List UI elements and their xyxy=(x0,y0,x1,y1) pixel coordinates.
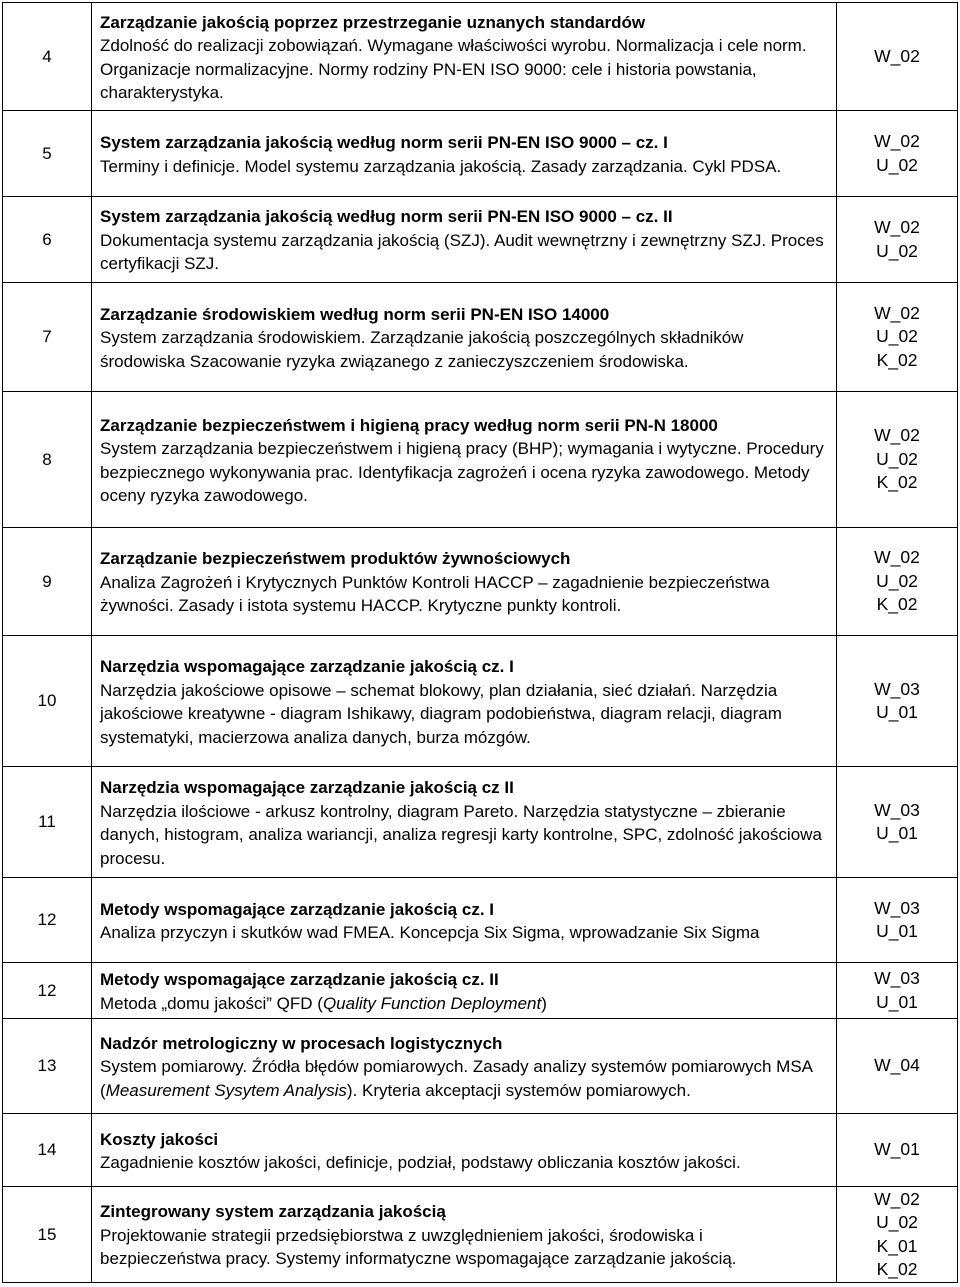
description-text: System pomiarowy. Źródła błędów pomiarowych. Zasady analizy systemów pomiarowych MSA ( xyxy=(100,1057,813,1100)
learning-outcomes xyxy=(837,283,958,392)
learning-outcomes xyxy=(837,3,958,111)
lecture-content xyxy=(92,111,837,197)
lecture-topic: Zarządzanie środowiskiem według norm serii PN-EN ISO 14000 xyxy=(100,304,610,324)
lecture-topic: Nadzór metrologiczny w procesach logistycznych xyxy=(100,1033,503,1053)
outcome-code: W_04 xyxy=(874,1055,920,1076)
outcome-code: W_02 xyxy=(874,131,920,151)
table-row xyxy=(3,878,958,963)
table-row xyxy=(3,197,958,283)
lecture-content xyxy=(92,197,837,283)
lecture-number: 6 xyxy=(3,197,92,283)
table-row xyxy=(3,283,958,392)
outcome-code: U_01 xyxy=(876,702,918,722)
outcome-code: K_02 xyxy=(876,349,918,370)
outcome-code: U_01 xyxy=(876,991,918,1012)
lecture-topic: Metody wspomagające zarządzanie jakością cz. I xyxy=(100,899,494,919)
outcome-code: U_02 xyxy=(876,1212,918,1232)
lecture-number: 11 xyxy=(3,767,92,878)
lecture-description xyxy=(100,992,828,1016)
lecture-number: 8 xyxy=(3,392,92,528)
outcome-code: U_02 xyxy=(876,326,918,347)
lecture-content xyxy=(92,283,837,392)
lecture-topic: Zarządzanie jakością poprzez przestrzeganie uznanych standardów xyxy=(100,12,646,32)
lecture-number: 4 xyxy=(3,3,92,111)
outcome-code: U_02 xyxy=(876,448,918,469)
lecture-description: Zdolność do realizacji zobowiązań. Wymagane właściwości wyrobu. Normalizacja i cele norm. Organizacje normalizacyjne. Normy rodziny PN-EN ISO 9000: cele i historia powstania, charakterystyka. xyxy=(100,36,807,102)
learning-outcomes xyxy=(837,1019,958,1114)
lecture-content xyxy=(92,1187,837,1283)
description-text: ). Kryteria akceptacji systemów pomiarowych. xyxy=(346,1080,691,1100)
outcome-code: W_03 xyxy=(874,897,920,918)
description-text: Metoda „domu jakości” QFD ( xyxy=(100,993,323,1013)
lecture-content xyxy=(92,767,837,878)
learning-outcomes xyxy=(837,528,958,636)
outcome-code: K_02 xyxy=(876,472,918,493)
outcome-code: W_01 xyxy=(874,1139,920,1160)
lecture-description: Dokumentacja systemu zarządzania jakością (SZJ). Audit wewnętrzny i zewnętrzny SZJ. Proces certyfikacji SZJ. xyxy=(100,230,824,274)
lecture-topic: Narzędzia wspomagające zarządzanie jakością cz II xyxy=(100,778,514,797)
table-row xyxy=(3,767,958,878)
table-row xyxy=(3,111,958,197)
outcome-code: W_02 xyxy=(874,217,920,237)
outcome-code: K_02 xyxy=(876,1259,918,1279)
lecture-number: 10 xyxy=(3,636,92,767)
lecture-number: 15 xyxy=(3,1187,92,1283)
lecture-number: 12 xyxy=(3,963,92,1019)
learning-outcomes xyxy=(837,878,958,963)
outcome-code: W_02 xyxy=(874,1188,920,1209)
description-emphasis: Quality Function Deployment xyxy=(322,993,542,1013)
description-emphasis: Measurement Sysytem Analysis xyxy=(105,1080,347,1100)
lecture-topic: Zarządzanie bezpieczeństwem produktów żywnościowych xyxy=(100,549,571,569)
lecture-topic: Narzędzia wspomagające zarządzanie jakością cz. I xyxy=(100,657,514,676)
table-row xyxy=(3,636,958,767)
lecture-description: System zarządzania bezpieczeństwem i higieną pracy (BHP); wymagania i wytyczne. Procedury bezpiecznego wykonywania prac. Identyfikacja zagrożeń i ocena ryzyka zawodowego. Metody oceny ryzyka zawodowego. xyxy=(100,439,824,505)
lecture-content xyxy=(92,1114,837,1187)
lecture-number: 9 xyxy=(3,528,92,636)
outcome-code: U_01 xyxy=(876,921,918,941)
outcome-code: U_02 xyxy=(876,570,918,591)
outcome-code: W_02 xyxy=(874,45,920,66)
lecture-number: 7 xyxy=(3,283,92,392)
lecture-description: Projektowanie strategii przedsiębiorstwa z uwzględnieniem jakości, środowiska i bezpieczeństwa pracy. Systemy informatyczne wspomagające zarządzanie jakością. xyxy=(100,1225,737,1269)
lecture-content xyxy=(92,636,837,767)
lecture-topic: Zarządzanie bezpieczeństwem i higieną pracy według norm serii PN-N 18000 xyxy=(100,415,718,435)
outcome-code: U_02 xyxy=(876,240,918,261)
lecture-description: Narzędzia ilościowe - arkusz kontrolny, diagram Pareto. Narzędzia statystyczne – zbieranie danych, histogram, analiza wariancji, analiza regresji karty kontrolne, SPC, zdolność jakościowa procesu. xyxy=(100,801,822,868)
lecture-description: Terminy i definicje. Model systemu zarządzania jakością. Zasady zarządzania. Cykl PDSA. xyxy=(100,156,782,176)
outcome-code: W_03 xyxy=(874,968,920,988)
lecture-description xyxy=(100,1055,828,1102)
learning-outcomes xyxy=(837,963,958,1019)
lecture-content xyxy=(92,878,837,963)
lecture-number: 13 xyxy=(3,1019,92,1114)
learning-outcomes xyxy=(837,1187,958,1283)
outcome-code: U_02 xyxy=(876,154,918,175)
table-row xyxy=(3,1114,958,1187)
table-row xyxy=(3,3,958,111)
learning-outcomes xyxy=(837,392,958,528)
outcome-code: W_03 xyxy=(874,799,920,820)
table-row xyxy=(3,392,958,528)
outcome-code: U_01 xyxy=(876,823,918,843)
learning-outcomes xyxy=(837,111,958,197)
learning-outcomes xyxy=(837,197,958,283)
table-row xyxy=(3,1019,958,1114)
lecture-content xyxy=(92,528,837,636)
lecture-topic: System zarządzania jakością według norm serii PN-EN ISO 9000 – cz. II xyxy=(100,207,673,227)
lecture-number: 14 xyxy=(3,1114,92,1187)
lecture-description: Narzędzia jakościowe opisowe – schemat blokowy, plan działania, sieć działań. Narzędzia jakościowe kreatywne - diagram Ishikawy, diagram podobieństwa, diagram relacji, diagram systematyki, macierzowa analiza danych, burza mózgów. xyxy=(100,680,782,747)
outcome-code: W_03 xyxy=(874,678,920,699)
lecture-topic: Koszty jakości xyxy=(100,1129,219,1149)
outcome-code: K_01 xyxy=(876,1235,918,1256)
lecture-description: Zagadnienie kosztów jakości, definicje, podział, podstawy obliczania kosztów jakości. xyxy=(100,1153,741,1172)
outcome-code: W_02 xyxy=(874,302,920,323)
table-row xyxy=(3,528,958,636)
outcome-code: K_02 xyxy=(876,594,918,615)
table-row xyxy=(3,1187,958,1283)
lecture-description: System zarządzania środowiskiem. Zarządzanie jakością poszczególnych składników środowiska Szacowanie ryzyka związanego z zanieczyszczeniem środowiska. xyxy=(100,328,744,371)
lecture-content xyxy=(92,3,837,111)
learning-outcomes xyxy=(837,636,958,767)
lecture-number: 12 xyxy=(3,878,92,963)
table-row xyxy=(3,963,958,1019)
outcome-code: W_02 xyxy=(874,425,920,446)
lecture-description: Analiza Zagrożeń i Krytycznych Punktów Kontroli HACCP – zagadnienie bezpieczeństwa żywności. Zasady i istota systemu HACCP. Krytyczne punkty kontroli. xyxy=(100,572,770,616)
learning-outcomes xyxy=(837,767,958,878)
lecture-topic: Zintegrowany system zarządzania jakością xyxy=(100,1202,446,1222)
lecture-content xyxy=(92,1019,837,1114)
description-text: ) xyxy=(541,993,547,1013)
learning-outcomes xyxy=(837,1114,958,1187)
lecture-description: Analiza przyczyn i skutków wad FMEA. Koncepcja Six Sigma, wprowadzanie Six Sigma xyxy=(100,923,760,942)
course-content-table xyxy=(2,2,958,1283)
lecture-topic: Metody wspomagające zarządzanie jakością cz. II xyxy=(100,970,499,989)
lecture-content xyxy=(92,963,837,1019)
outcome-code: W_02 xyxy=(874,547,920,568)
lecture-content xyxy=(92,392,837,528)
lecture-topic: System zarządzania jakością według norm serii PN-EN ISO 9000 – cz. I xyxy=(100,133,668,152)
lecture-number: 5 xyxy=(3,111,92,197)
